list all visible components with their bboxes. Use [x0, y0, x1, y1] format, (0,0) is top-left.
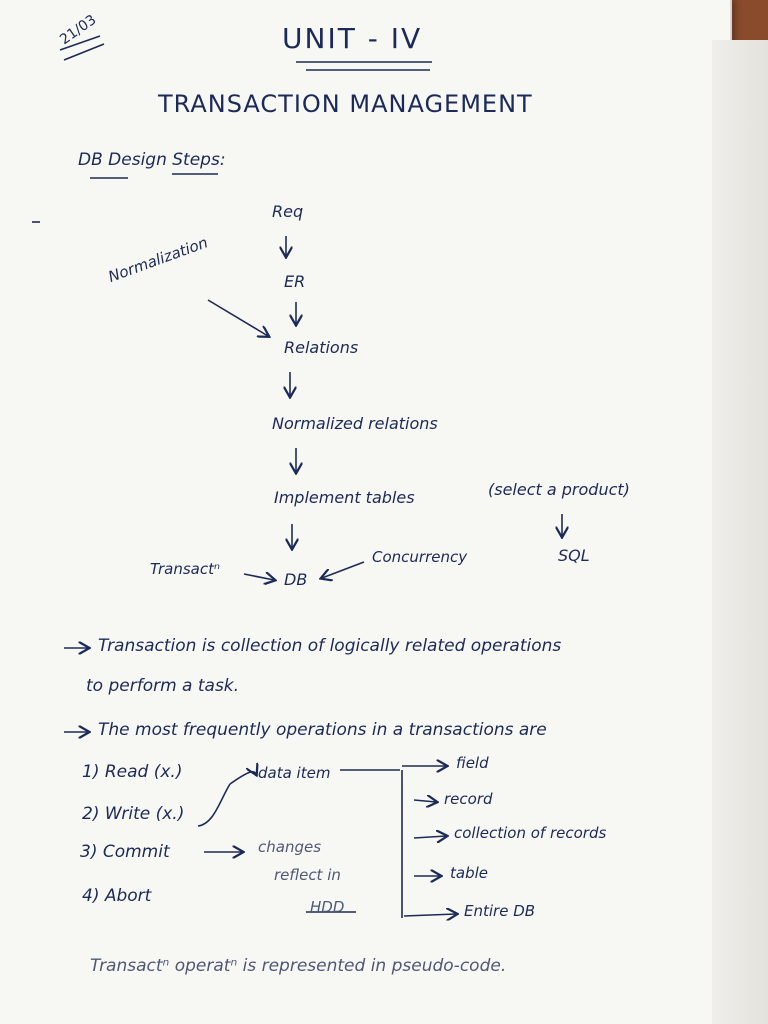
note-line-3: The most frequently operations in a transactions are	[98, 720, 547, 740]
section-subheading: DB Design Steps:	[78, 150, 226, 170]
flow-normalization: Normalization	[105, 233, 211, 286]
operation-write: 2) Write (x.)	[82, 804, 185, 824]
page-title: TRANSACTION MANAGEMENT	[158, 90, 533, 118]
flow-req: Req	[272, 202, 304, 221]
arrow-normalization	[208, 300, 268, 336]
commit-changes: changes	[258, 838, 322, 856]
operation-commit: 3) Commit	[80, 842, 170, 862]
flow-transaction: Transactⁿ	[150, 560, 220, 578]
note-line-2: to perform a task.	[86, 676, 240, 696]
footer-note: Transactⁿ operatⁿ is represented in pseudo-code.	[90, 956, 507, 976]
note-line-1: Transaction is collection of logically related operations	[98, 636, 562, 656]
flow-relations: Relations	[284, 338, 359, 357]
operation-abort: 4) Abort	[82, 886, 152, 906]
level-entire-db: Entire DB	[464, 902, 536, 920]
flow-sql: SQL	[558, 546, 590, 565]
flow-er: ER	[284, 272, 306, 291]
flow-select-product: (select a product)	[488, 480, 630, 499]
arrow-transaction-db	[244, 574, 274, 580]
level-collection: collection of records	[454, 824, 607, 842]
flow-normalized-relations: Normalized relations	[272, 414, 438, 433]
flow-db: DB	[284, 570, 308, 589]
date: 21/03	[57, 11, 100, 49]
flow-implement-tables: Implement tables	[274, 488, 415, 507]
level-record: record	[444, 790, 493, 808]
arrow-concurrency-db	[322, 562, 364, 578]
commit-hdd: HDD	[310, 898, 345, 916]
level-table: table	[450, 864, 488, 882]
flow-concurrency: Concurrency	[372, 548, 468, 566]
operation-read: 1) Read (x.)	[82, 762, 183, 782]
commit-reflect: reflect in	[274, 866, 341, 884]
level-field: field	[456, 754, 489, 772]
unit-heading: UNIT - IV	[282, 22, 423, 55]
data-item-label: data item	[258, 764, 331, 782]
